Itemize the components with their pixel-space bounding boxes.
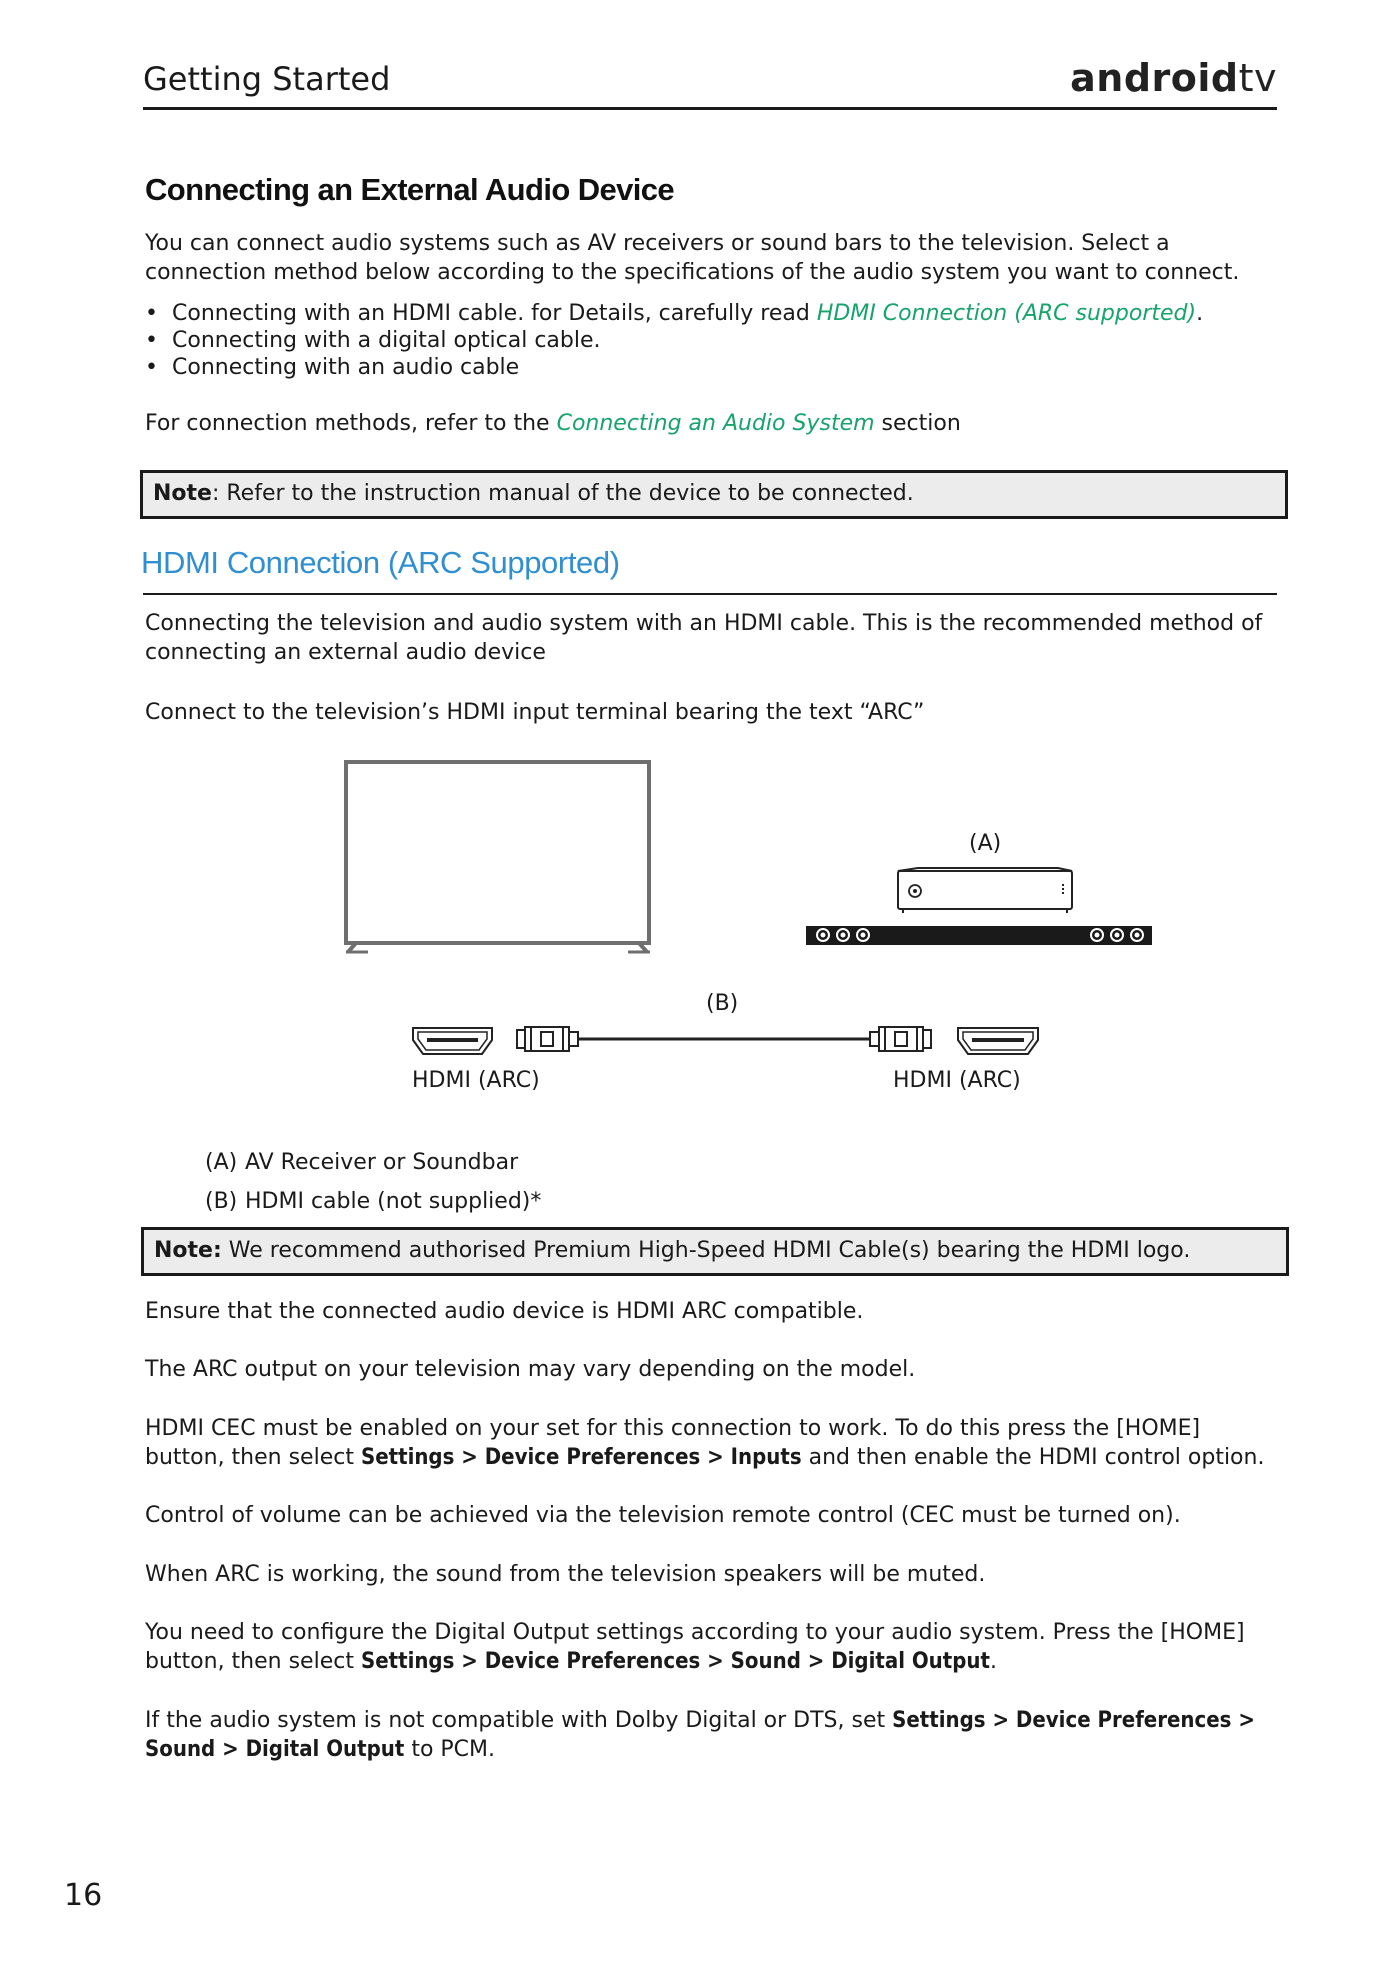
refer-paragraph: For connection methods, refer to the Connecting an Audio System section <box>145 411 961 436</box>
note-box-hdmi: Note: We recommend authorised Premium High-Speed HDMI Cable(s) bearing the HDMI logo. <box>141 1227 1289 1276</box>
android-tv-logo: androidtv <box>1070 56 1277 100</box>
label-a: (A) <box>969 831 1002 856</box>
legend-item-a: (A) AV Receiver or Soundbar <box>205 1150 519 1175</box>
subsection-heading: HDMI Connection (ARC Supported) <box>141 545 620 580</box>
label-b: (B) <box>706 991 739 1016</box>
hdmi-description: Connecting the television and audio system with an HDMI cable. This is the recommended method of connecting an external audio device <box>145 611 1263 665</box>
audio-system-link[interactable]: Connecting an Audio System <box>556 411 875 436</box>
page-header-title: Getting Started <box>143 60 391 98</box>
list-item: • Connecting with an HDMI cable. for Details, carefully read HDMI Connection (ARC supported). <box>145 300 1203 327</box>
legend-item-b: (B) HDMI cable (not supplied)* <box>205 1189 542 1214</box>
soundbar-illustration <box>806 926 1152 945</box>
cec-paragraph: HDMI CEC must be enabled on your set for this connection to work. To do this press the [HOME] button, then select Settings > Device Preferences > Inputs and then enable the HDMI control option. <box>145 1416 1265 1470</box>
port-label-left: HDMI (ARC) <box>412 1068 540 1093</box>
arc-compat-paragraph: Ensure that the connected audio device is HDMI ARC compatible. <box>145 1299 864 1324</box>
mute-paragraph: When ARC is working, the sound from the television speakers will be muted. <box>145 1562 986 1587</box>
connection-diagram <box>0 740 1400 1100</box>
section-heading: Connecting an External Audio Device <box>145 172 675 207</box>
av-receiver-illustration <box>898 868 1072 913</box>
digital-output-paragraph: You need to configure the Digital Output settings according to your audio system. Press the [HOME] button, then select Settings > Device Preferences > Sound > Digital Output. <box>145 1620 1245 1674</box>
hdmi-port-left-icon <box>413 1028 492 1054</box>
arc-output-paragraph: The ARC output on your television may vary depending on the model. <box>145 1357 916 1382</box>
hdmi-cable-icon <box>517 1027 931 1051</box>
pcm-paragraph: If the audio system is not compatible with Dolby Digital or DTS, set Settings > Device Preferences > Sound > Digital Output to PCM. <box>145 1708 1255 1762</box>
header-divider <box>143 107 1277 110</box>
television-illustration <box>346 762 650 952</box>
hdmi-connection-link[interactable]: HDMI Connection (ARC supported) <box>816 301 1197 326</box>
list-item: • Connecting with a digital optical cable. <box>145 327 1203 354</box>
note-box: Note: Refer to the instruction manual of the device to be connected. <box>140 470 1288 519</box>
digital-output-menu-path: Settings > Device Preferences > Sound > Digital Output <box>360 1649 990 1674</box>
list-item: • Connecting with an audio cable <box>145 354 1203 381</box>
intro-paragraph: You can connect audio systems such as AV receivers or sound bars to the television. Select a connection method below according to the specifications of the audio system you want to connect. <box>145 231 1240 285</box>
pcm-menu-path: Settings > Device Preferences > Sound > Digital Output <box>145 1708 1255 1762</box>
hdmi-port-right-icon <box>958 1028 1038 1054</box>
inputs-menu-path: Settings > Device Preferences > Inputs <box>360 1445 802 1470</box>
page-number: 16 <box>64 1878 103 1913</box>
port-label-right: HDMI (ARC) <box>893 1068 1021 1093</box>
subsection-divider <box>143 593 1277 595</box>
arc-instruction: Connect to the television’s HDMI input terminal bearing the text “ARC” <box>145 700 925 725</box>
volume-paragraph: Control of volume can be achieved via the television remote control (CEC must be turned on). <box>145 1503 1181 1528</box>
connection-methods-list <box>145 300 1203 381</box>
